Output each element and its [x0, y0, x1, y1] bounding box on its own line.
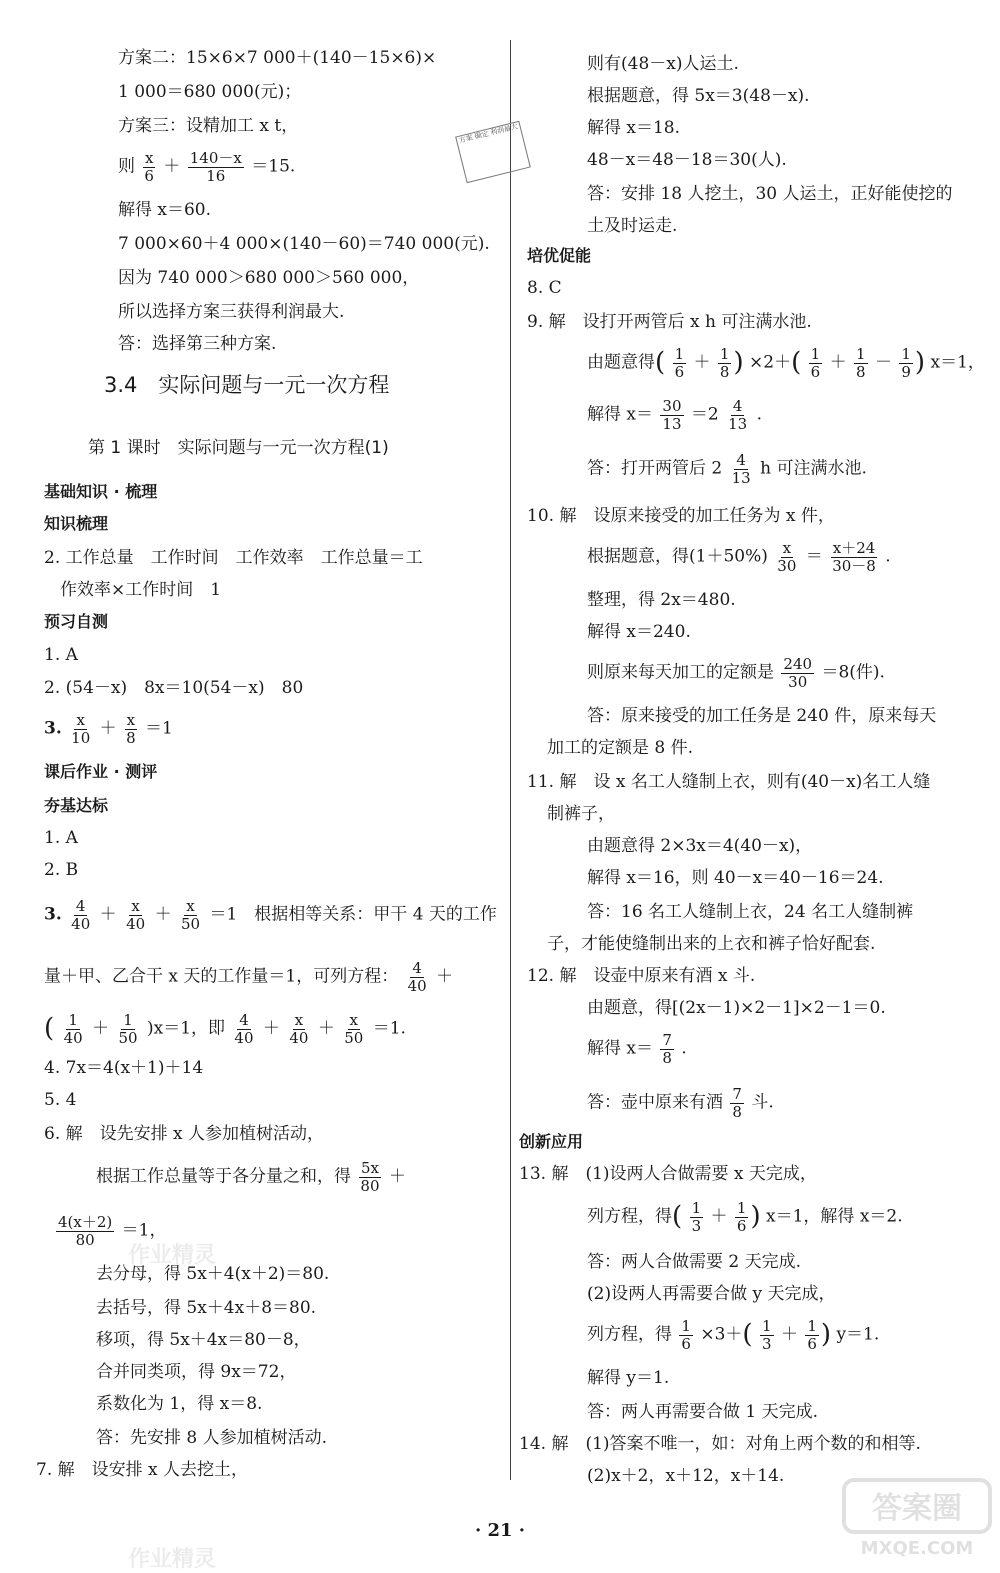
lesson-title: 第 1 课时 实际问题与一元一次方程(1): [88, 438, 389, 458]
answer-line: 8. C: [527, 278, 562, 298]
text: 答：壶中原来有酒: [587, 1092, 723, 1113]
text: .: [885, 546, 891, 567]
text: 解得 x＝: [587, 1038, 653, 1059]
fraction: $\frac{1}{50}$: [118, 1011, 138, 1047]
text: 解得 x＝: [587, 404, 653, 425]
watermark: 作业精灵: [128, 1547, 217, 1572]
text-line: 加工的定额是 8 件.: [547, 738, 694, 758]
text: ＋: [262, 1018, 280, 1039]
fraction: $\frac{30}{13}$: [662, 397, 682, 433]
column-divider: [510, 40, 511, 1480]
section-heading: 课后作业 · 测评: [44, 762, 158, 781]
fraction: $\frac{x}{8}$: [126, 711, 136, 747]
fraction: $\frac{x}{30}$: [777, 539, 797, 575]
stamp-image: 方案 确定 利润最大: [455, 121, 531, 184]
site-logo: [842, 1478, 992, 1560]
text: ＋: [693, 352, 711, 373]
text: ＋: [154, 904, 172, 925]
text: 则原来每天加工的定额是: [587, 662, 774, 683]
text-line: 系数化为 1，得 x＝8.: [96, 1394, 263, 1414]
text-line: 整理，得 2x＝480.: [587, 590, 736, 610]
text: 3.: [44, 718, 62, 739]
text: ＝1: [145, 718, 173, 739]
equation-line: [587, 398, 762, 432]
text-line: 答：先安排 8 人参加植树活动.: [96, 1428, 328, 1448]
equation-line: [587, 1086, 774, 1120]
equation-line: [96, 1160, 406, 1194]
text: 则: [118, 156, 135, 177]
text-line: 2. 工作总量 工作时间 工作效率 工作总量＝工: [44, 548, 423, 568]
answer-line: 1. A: [44, 828, 78, 848]
text: 列方程，得: [587, 1206, 672, 1227]
text: ＝1，: [121, 1220, 167, 1241]
text: ＋: [99, 904, 117, 925]
text: .: [681, 1038, 687, 1059]
section-heading: 基础知识 · 梳理: [44, 482, 158, 501]
fraction: $\frac{1}{40}$: [63, 1011, 83, 1047]
text: －: [874, 352, 892, 373]
equation-line: [44, 712, 173, 746]
fraction: $\frac{1}{3}$: [761, 1317, 772, 1353]
text-line: 由题意得 2×3x＝4(40－x)，: [587, 836, 813, 856]
text-line: 答：16 名工人缝制上衣，24 名工人缝制裤: [587, 902, 914, 922]
text: ＋: [829, 352, 847, 373]
equation-line: 列方程，得( $\frac{1}{3}$ ＋ $\frac{1}{6}$ ) x＝1，解得 x＝2.: [587, 1199, 903, 1235]
equation-line: [44, 1012, 406, 1046]
equation-line: [587, 540, 891, 574]
fraction: $\frac{1}{6}$: [807, 1317, 817, 1353]
equation-line: 列方程，得 $\frac{1}{6}$ ×3＋( $\frac{1}{3}$ ＋ $\frac{1}{6}$ ) y＝1.: [587, 1317, 880, 1353]
text: ＝1 根据相等关系：甲干 4 天的工作: [209, 904, 497, 925]
fraction: $\frac{1}{6}$: [736, 1199, 747, 1235]
text-line: 解得 y＝1.: [587, 1368, 670, 1388]
fraction: $\frac{4}{13}$: [731, 451, 751, 487]
text: ＋: [163, 156, 181, 177]
text: ＋: [99, 718, 117, 739]
fraction: $\frac{5x}{80}$: [360, 1159, 380, 1195]
text: 答：打开两管后 2: [587, 458, 723, 479]
text: ＝: [805, 546, 823, 567]
answer-line: 1. A: [44, 645, 78, 665]
text-line: 方案二：15×6×7 000＋(140－15×6)×: [118, 48, 437, 68]
text: 量＋甲、乙合干 x 天的工作量＝1，可列方程：: [44, 966, 399, 987]
text: 根据工作总量等于各分量之和，得: [96, 1166, 351, 1187]
text-line: 答：选择第三种方案.: [118, 334, 277, 354]
text: 3.: [44, 904, 62, 925]
text-line: 合并同类项，得 9x＝72，: [96, 1362, 297, 1382]
fraction: $\frac{4}{40}$: [71, 897, 91, 933]
fraction: $\frac{x}{40}$: [126, 897, 146, 933]
section-heading: 创新应用: [519, 1132, 584, 1151]
text-line: 所以选择方案三获得利润最大.: [118, 302, 345, 322]
text-line: 方案三：设精加工 x t，: [118, 116, 299, 136]
equation-line: [44, 960, 453, 994]
fraction: $\frac{4(x+2)}{80}$: [58, 1213, 113, 1249]
answer-line: 10. 解 设原来接受的加工任务为 x 件，: [527, 506, 835, 526]
fraction: $\frac{x+24}{30-8}$: [832, 539, 876, 575]
text-line: 根据题意，得 5x＝3(48－x).: [587, 86, 810, 106]
answer-line: 12. 解 设壶中原来有酒 x 斗.: [527, 966, 756, 986]
equation-line: [44, 898, 497, 932]
text-line: 去分母，得 5x＋4(x＋2)＝80.: [96, 1264, 330, 1284]
fraction: $\frac{1}{6}$: [681, 1317, 691, 1353]
text-line: 土及时运走.: [587, 216, 678, 236]
text: y＝1.: [836, 1324, 880, 1345]
text-line: 解得 x＝60.: [118, 200, 212, 220]
text: h 可注满水池.: [760, 458, 867, 479]
answer-line: 14. 解 (1)答案不唯一，如：对角上两个数的和相等.: [519, 1434, 921, 1454]
watermark: 作业精灵: [128, 1243, 217, 1268]
text: 根据题意，得(1＋50%): [587, 546, 768, 567]
section-heading: 预习自测: [44, 612, 109, 631]
text: ×3＋: [700, 1324, 743, 1345]
fraction: $\frac{x}{50}$: [344, 1011, 364, 1047]
text-line: 7 000×60＋4 000×(140－60)＝740 000(元).: [118, 234, 490, 254]
answer-line: 2. (54－x) 8x＝10(54－x) 80: [44, 678, 304, 698]
answer-line: 7. 解 设安排 x 人去挖土，: [36, 1460, 249, 1480]
answer-line: 9. 解 设打开两管后 x h 可注满水池.: [527, 312, 812, 332]
text-line: 制裤子，: [547, 804, 615, 824]
text-line: 48－x＝48－18＝30(人).: [587, 150, 787, 170]
section-heading: 培优促能: [527, 246, 592, 265]
text-line: 因为 740 000＞680 000＞560 000，: [118, 268, 420, 288]
text: ＝15.: [251, 156, 296, 177]
equation-line: [587, 656, 885, 690]
text-line: 作效率×工作时间 1: [60, 580, 222, 600]
fraction: $\frac{1}{3}$: [691, 1199, 702, 1235]
answer-line: 11. 解 设 x 名工人缝制上衣，则有(40－x)名工人缝: [527, 772, 931, 792]
fraction: $\frac{x}{6}$: [144, 149, 154, 185]
text: ＋: [780, 1324, 798, 1345]
svg-text:MXQE.COM: MXQE.COM: [860, 1538, 974, 1559]
fraction: $\frac{1}{6}$: [674, 345, 685, 381]
fraction: $\frac{x}{40}$: [289, 1011, 309, 1047]
text: )x＝1，即: [146, 1018, 226, 1039]
text-line: 解得 x＝16，则 40－x＝40－16＝24.: [587, 868, 884, 888]
fraction: $\frac{7}{8}$: [732, 1085, 742, 1121]
section-title: 3.4 实际问题与一元一次方程: [104, 373, 390, 397]
answer-line: 13. 解 (1)设两人合做需要 x 天完成，: [519, 1164, 817, 1184]
svg-text:答案圈: 答案圈: [872, 1491, 962, 1526]
answer-line: 5. 4: [44, 1090, 77, 1110]
fraction: $\frac{4}{40}$: [234, 1011, 254, 1047]
text: ＝2: [690, 404, 719, 425]
fraction: $\frac{140-x}{16}$: [189, 149, 242, 185]
equation-line: [587, 1032, 687, 1066]
fraction: $\frac{7}{8}$: [662, 1031, 672, 1067]
section-heading: 夯基达标: [44, 796, 109, 815]
text: 斗.: [751, 1092, 774, 1113]
fraction: $\frac{1}{8}$: [719, 345, 730, 381]
fraction: $\frac{240}{30}$: [783, 655, 813, 691]
equation-line: 由题意得( $\frac{1}{6}$ ＋ $\frac{1}{8}$ ) ×2＋( $\frac{1}{6}$ ＋ $\frac{1}{8}$ － $\frac{1}{9}$ ) x＝1，: [587, 345, 985, 381]
text: .: [756, 404, 763, 425]
text-line: 移项，得 5x＋4x＝80－8，: [96, 1330, 311, 1350]
text: 由题意得: [587, 352, 655, 373]
fraction: $\frac{4}{13}$: [728, 397, 748, 433]
text-line: (2)设两人再需要合做 y 天完成，: [587, 1284, 836, 1304]
text: 列方程，得: [587, 1324, 672, 1345]
text: x＝1，: [930, 352, 985, 373]
page-number: · 21 ·: [474, 1520, 526, 1541]
text: (: [44, 1013, 55, 1044]
text-line: 答：安排 18 人挖土，30 人运土，正好能使挖的: [587, 184, 953, 204]
answer-line: 6. 解 设先安排 x 人参加植树活动，: [44, 1124, 325, 1144]
text: ＋: [92, 1018, 110, 1039]
answer-line: 2. B: [44, 860, 79, 880]
text: ＝8(件).: [821, 662, 885, 683]
text-line: 答：原来接受的加工任务是 240 件，原来每天: [587, 706, 937, 726]
fraction: $\frac{1}{6}$: [810, 345, 821, 381]
text: ＋: [317, 1018, 335, 1039]
text: ＋: [436, 966, 454, 987]
answer-line: 4. 7x＝4(x＋1)＋14: [44, 1058, 204, 1078]
text: ＋: [710, 1206, 728, 1227]
equation-line: [587, 452, 867, 486]
fraction: $\frac{1}{8}$: [856, 345, 866, 381]
text-line: 则有(48－x)人运土.: [587, 54, 739, 74]
text-line: 子，才能使缝制出来的上衣和裤子恰好配套.: [547, 934, 876, 954]
text: ＋: [388, 1166, 406, 1187]
section-heading: 知识梳理: [44, 514, 109, 533]
text-line: 解得 x＝18.: [587, 118, 681, 138]
equation-line: [118, 150, 295, 184]
text: ×2＋: [749, 352, 792, 373]
text-line: 解得 x＝240.: [587, 622, 691, 642]
text-line: 由题意，得[(2x－1)×2－1]×2－1＝0.: [587, 998, 886, 1018]
text: ＝1.: [372, 1018, 406, 1039]
text-line: 答：两人合做需要 2 天完成.: [587, 1252, 802, 1272]
text-line: 去括号，得 5x＋4x＋8＝80.: [96, 1298, 317, 1318]
text-line: (2)x＋2，x＋12，x＋14.: [587, 1466, 785, 1486]
text-line: 1 000＝680 000(元)；: [118, 82, 302, 102]
text-line: 答：两人再需要合做 1 天完成.: [587, 1402, 819, 1422]
text: x＝1，解得 x＝2.: [766, 1206, 903, 1227]
fraction: $\frac{1}{9}$: [901, 345, 911, 381]
fraction: $\frac{x}{10}$: [71, 711, 91, 747]
fraction: $\frac{4}{40}$: [407, 959, 427, 995]
fraction: $\frac{x}{50}$: [180, 897, 201, 933]
